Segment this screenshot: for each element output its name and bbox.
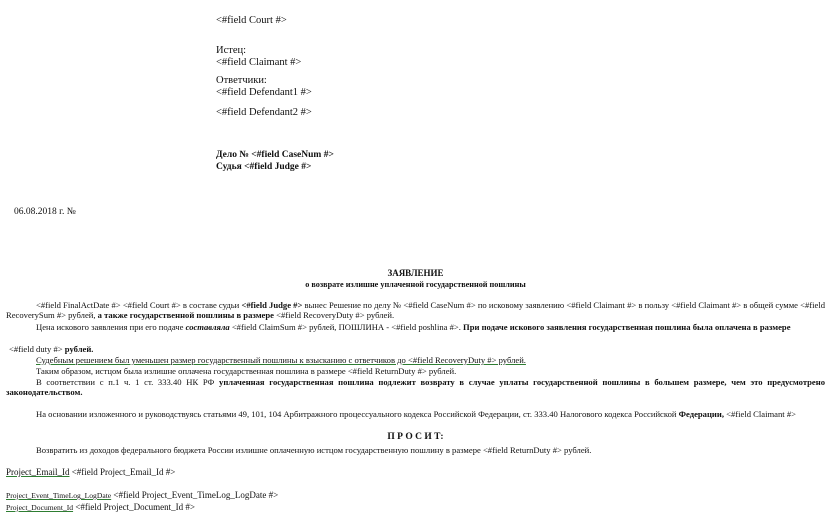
paragraph-reduced xyxy=(6,355,825,365)
case-field: <#field CaseNum #> xyxy=(251,150,334,160)
defendant2-field: <#field Defendant2 #> xyxy=(216,107,312,118)
court-field: <#field Court #> xyxy=(216,15,287,26)
doc-label: Project_Document_Id xyxy=(6,503,74,512)
paragraph-overpaid xyxy=(6,366,825,376)
p2-bold: При подаче искового заявления государственная пошлина была оплачена в размере xyxy=(463,322,791,332)
paragraph-duty xyxy=(9,344,828,354)
p1-text-e: <#field RecoveryDuty #> рублей. xyxy=(273,310,395,321)
judge-line xyxy=(216,161,311,173)
email-label: Project_Email_Id xyxy=(6,467,70,477)
paragraph-claim-price xyxy=(6,322,825,332)
p1-judge: <#field Judge #> xyxy=(241,300,303,310)
footer-document xyxy=(6,501,195,514)
judge-field: <#field Judge #> xyxy=(244,162,312,172)
p2-text-a: Цена искового заявления при его подаче xyxy=(36,322,186,332)
p5-text: Таким образом, истцом была излишне оплачена государственная пошлина в размере <#field ReturnDuty #> рублей. xyxy=(36,366,457,376)
judge-label: Судья xyxy=(216,162,245,172)
p3-bold: рублей. xyxy=(62,344,94,354)
p2-italic: составляла xyxy=(185,322,230,332)
p7-bold: Федерации, xyxy=(678,409,724,419)
p7-text-a: На основании изложенного и руководствуясь статьями 49, 101, 104 Арбитражного процессуального кодекса Российской Федерации, ст. 333.40 Налогового кодекса Российской xyxy=(36,409,679,419)
email-field: <#field Project_Email_Id #> xyxy=(71,467,176,477)
p2-text-c: <#field ClaimSum #> рублей, ПОШЛИНА - <#field poshlina #>. xyxy=(229,322,464,332)
prosit-heading: П Р О С И Т: xyxy=(387,432,444,442)
defendants-label: Ответчики: xyxy=(216,75,267,86)
case-label: Дело № xyxy=(216,150,252,160)
p1-bold-duty: а также государственной пошлины в размере xyxy=(97,310,274,321)
p1-text-c: вынес Решение по делу № <#field CaseNum #> по исковому заявлению <#field Claimant #> в пользу <#field Claimant #> в общей сумме <#field RecoverySum #> рублей, xyxy=(6,300,826,321)
p7-text-c: <#field Claimant #> xyxy=(723,409,796,419)
paragraph-basis xyxy=(6,409,825,419)
p6-bold: уплаченная государственная пошлина подлежит возврату в случае уплаты государственной пошлины в большем размере, чем это предусмотрено законодательством. xyxy=(6,377,825,398)
paragraph-decision xyxy=(6,300,825,321)
log-field: <#field Project_Event_TimeLog_LogDate #> xyxy=(113,490,279,500)
claimant-field: <#field Claimant #> xyxy=(216,57,302,68)
document-subtitle: о возврате излишне уплаченной государственной пошлины xyxy=(305,280,526,289)
log-label: Project_Event_TimeLog_LogDate xyxy=(6,491,112,500)
date-line: 06.08.2018 г. № xyxy=(14,207,76,217)
paragraph-request xyxy=(6,445,825,455)
p8-text: Возвратить из доходов федерального бюджета России излишне оплаченную истцом государственную пошлину в размере <#field ReturnDuty #> рублей. xyxy=(36,445,592,455)
paragraph-law xyxy=(6,377,825,398)
case-number-line xyxy=(216,149,334,161)
document-title: ЗАЯВЛЕНИЕ xyxy=(387,268,444,278)
doc-field: <#field Project_Document_Id #> xyxy=(75,502,195,512)
defendant1-field: <#field Defendant1 #> xyxy=(216,87,312,98)
claimant-label: Истец: xyxy=(216,45,247,56)
p6-text-a: В соответствии с п.1 ч. 1 ст. 333.40 НК РФ xyxy=(36,377,220,387)
p3-field: <#field duty #> xyxy=(9,344,63,354)
p1-text-a: <#field FinalActDate #> <#field Court #> в составе судьи xyxy=(36,300,242,310)
footer-email xyxy=(6,466,175,478)
p4-text: Судебным решением был уменьшен размер государственный пошлины к взысканию с ответчиков до <#field RecoveryDuty #> рублей. xyxy=(36,355,526,365)
